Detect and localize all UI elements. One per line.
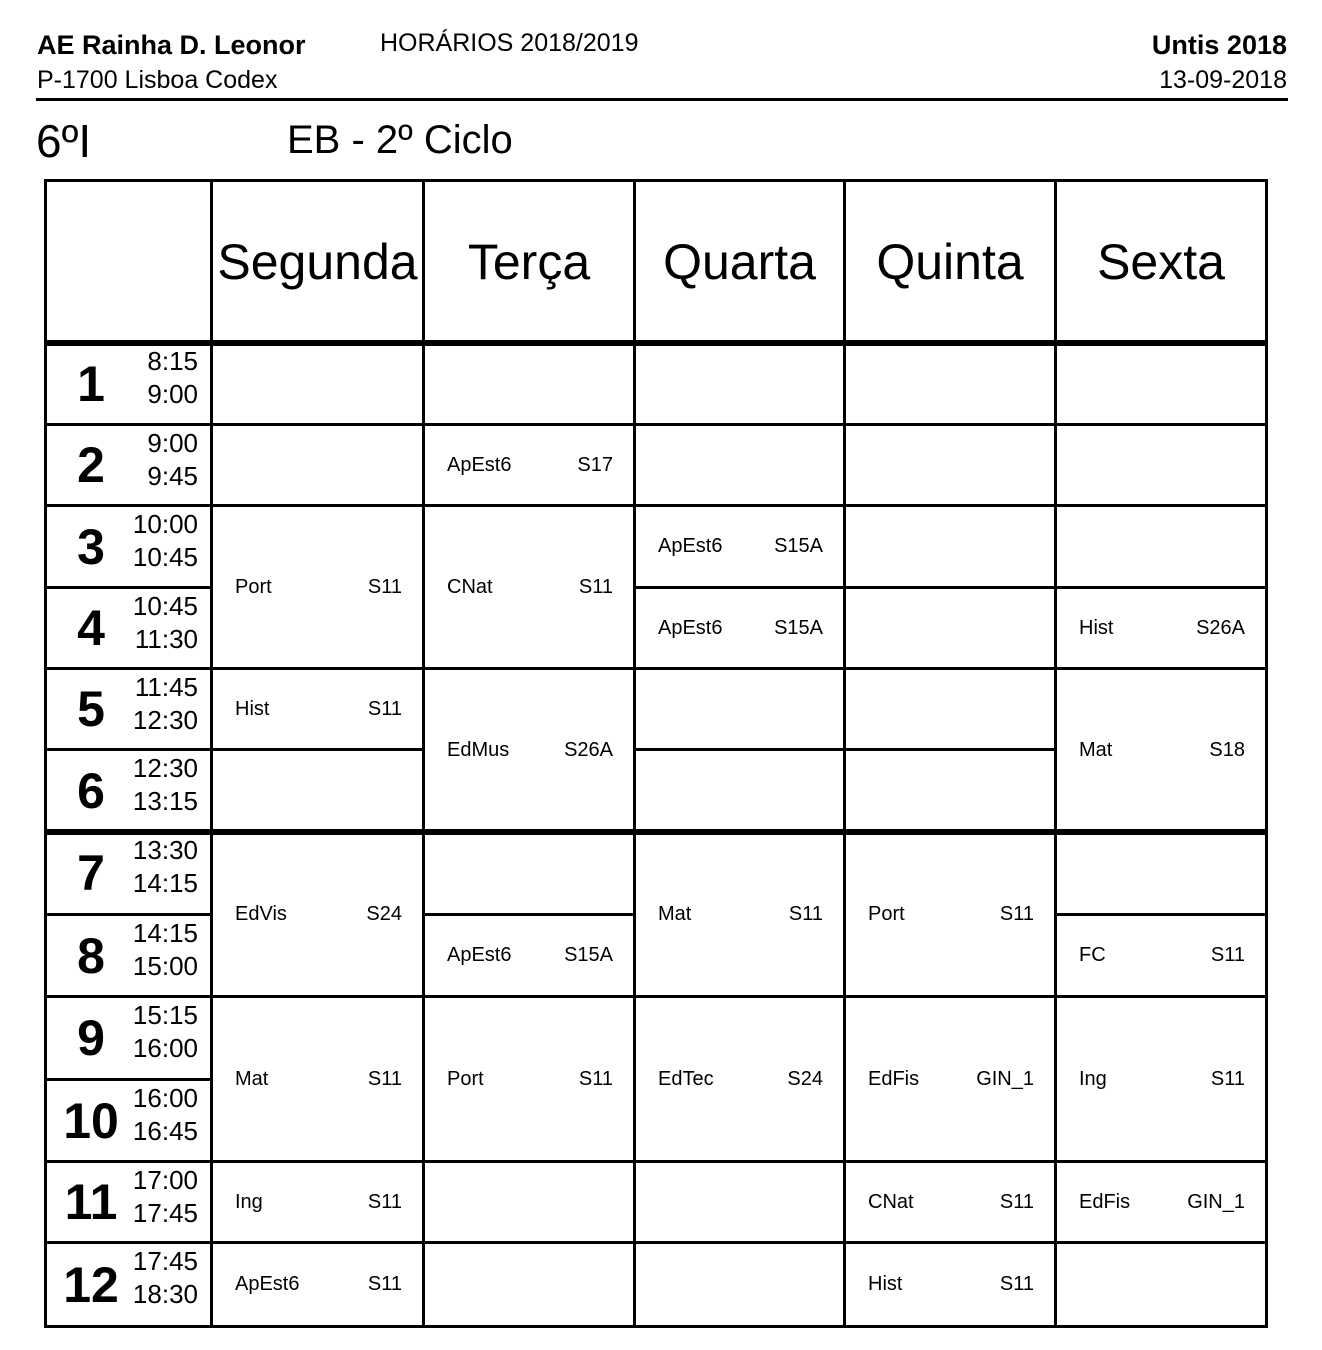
period-end-time: 9:00	[147, 379, 198, 409]
document-title: HORÁRIOS 2018/2019	[380, 29, 639, 57]
day-header-sexta	[1054, 179, 1268, 344]
lesson-room: S24	[366, 902, 402, 925]
period-number: 1	[77, 355, 105, 412]
lesson-room: S11	[788, 902, 823, 925]
lesson-room: S26A	[564, 738, 613, 761]
period-number: 6	[77, 762, 105, 819]
lesson-room: S11	[999, 902, 1034, 925]
period-end-time: 10:45	[132, 542, 198, 572]
period-number: 9	[77, 1010, 105, 1066]
lesson-room: S11	[367, 1067, 402, 1090]
period-number: 11	[64, 1174, 118, 1230]
period-row-header	[44, 586, 213, 670]
period-row-header	[44, 830, 213, 916]
lesson-subject: CNat	[447, 575, 493, 598]
lesson-cell[interactable]	[633, 504, 846, 589]
day-label: Terça	[467, 233, 591, 290]
empty-slot	[633, 341, 846, 426]
period-start-time: 13:30	[132, 835, 198, 865]
class-name: 6ºI	[36, 115, 92, 167]
lesson-subject: ApEst6	[447, 944, 512, 966]
lesson-subject: Ing	[235, 1190, 263, 1213]
lesson-subject: Ing	[1079, 1067, 1107, 1090]
lesson-subject: FC	[1079, 944, 1106, 966]
lesson-subject: EdMus	[447, 738, 510, 761]
lesson-cell[interactable]	[210, 504, 425, 670]
lesson-cell[interactable]	[843, 1241, 1057, 1328]
day-header-terça	[422, 179, 636, 344]
school-address: P-1700 Lisboa Codex	[37, 66, 278, 94]
lesson-subject: Port	[235, 575, 272, 598]
period-start-time: 11:45	[134, 672, 198, 702]
lesson-cell[interactable]	[210, 830, 425, 998]
lesson-cell[interactable]	[1054, 913, 1268, 998]
day-label: Sexta	[1097, 233, 1225, 290]
lesson-cell[interactable]	[210, 1241, 425, 1328]
lesson-room: S15A	[564, 944, 613, 966]
period-start-time: 16:00	[132, 1083, 198, 1113]
lesson-room: GIN_1	[1187, 1190, 1245, 1213]
period-end-time: 15:00	[132, 951, 198, 981]
empty-slot	[1054, 504, 1268, 589]
period-row-header	[44, 748, 213, 833]
period-start-time: 15:15	[132, 1000, 198, 1030]
period-number: 10	[63, 1092, 119, 1149]
period-number: 8	[77, 927, 105, 984]
lesson-room: S24	[787, 1067, 823, 1090]
lesson-subject: EdTec	[658, 1067, 714, 1090]
lesson-cell[interactable]	[1054, 995, 1268, 1163]
lesson-room: S17	[577, 453, 613, 476]
lesson-cell[interactable]	[633, 995, 846, 1163]
lesson-cell[interactable]	[633, 830, 846, 998]
lesson-room: S11	[367, 575, 402, 598]
period-start-time: 17:00	[132, 1165, 198, 1195]
lesson-subject: Mat	[235, 1067, 269, 1090]
lesson-subject: Port	[868, 902, 905, 925]
period-start-time: 14:15	[132, 918, 198, 948]
lesson-subject: EdFis	[1079, 1190, 1131, 1213]
period-row-header	[44, 1078, 213, 1163]
lesson-subject: ApEst6	[658, 535, 723, 557]
period-row-header	[44, 341, 213, 426]
period-start-time: 10:00	[132, 509, 198, 539]
day-header-segunda	[210, 179, 425, 344]
period-end-time: 16:00	[132, 1033, 198, 1063]
lesson-cell[interactable]	[210, 667, 425, 751]
empty-slot	[422, 1241, 636, 1328]
period-end-time: 11:30	[134, 624, 198, 654]
thick-divider	[44, 340, 1268, 346]
period-row-header	[44, 913, 213, 998]
print-date: 13-09-2018	[1159, 66, 1287, 94]
lesson-cell[interactable]	[422, 667, 636, 833]
period-end-time: 13:15	[132, 786, 198, 816]
lesson-subject: Port	[447, 1067, 484, 1090]
period-start-time: 10:45	[132, 591, 198, 621]
lesson-room: S11	[367, 697, 402, 720]
lesson-subject: CNat	[868, 1190, 914, 1213]
empty-slot	[633, 667, 846, 751]
empty-slot	[1054, 423, 1268, 507]
empty-slot	[422, 830, 636, 916]
empty-slot	[843, 504, 1057, 589]
lesson-subject: ApEst6	[658, 616, 723, 639]
lesson-subject: Hist	[235, 697, 270, 720]
lesson-cell[interactable]	[1054, 1160, 1268, 1244]
empty-slot	[210, 748, 425, 833]
period-number: 12	[63, 1256, 119, 1313]
lesson-subject: Hist	[868, 1273, 903, 1295]
lesson-room: S26A	[1196, 616, 1245, 639]
lesson-cell[interactable]	[843, 830, 1057, 998]
lesson-room: S11	[999, 1273, 1034, 1295]
period-start-time: 12:30	[132, 753, 198, 783]
thick-divider	[44, 829, 1268, 835]
period-row-header	[44, 504, 213, 589]
empty-slot	[633, 423, 846, 507]
period-number: 2	[77, 437, 105, 493]
lesson-cell[interactable]	[843, 995, 1057, 1163]
lesson-cell[interactable]	[210, 1160, 425, 1244]
department-name: EB - 2º Ciclo	[287, 118, 513, 162]
lesson-cell[interactable]	[1054, 667, 1268, 833]
period-number: 5	[77, 681, 105, 737]
school-name: AE Rainha D. Leonor	[37, 30, 306, 60]
software-name: Untis 2018	[1151, 30, 1287, 60]
day-header-quinta	[843, 179, 1057, 344]
period-row-header	[44, 667, 213, 751]
period-row-header	[44, 995, 213, 1081]
lesson-room: S11	[1210, 1067, 1245, 1090]
day-label: Segunda	[217, 233, 418, 290]
lesson-room: S11	[367, 1190, 402, 1213]
lesson-subject: ApEst6	[447, 453, 512, 476]
empty-slot	[210, 423, 425, 507]
period-end-time: 17:45	[132, 1198, 198, 1228]
lesson-subject: Hist	[1079, 616, 1114, 639]
period-end-time: 18:30	[132, 1279, 198, 1309]
day-label: Quarta	[663, 233, 816, 290]
empty-slot	[843, 423, 1057, 507]
lesson-subject: EdVis	[235, 902, 287, 925]
lesson-cell[interactable]	[210, 995, 425, 1163]
empty-slot	[843, 667, 1057, 751]
lesson-subject: Mat	[658, 902, 692, 925]
period-start-time: 8:15	[147, 346, 198, 376]
period-number: 4	[77, 600, 105, 656]
lesson-cell[interactable]	[843, 1160, 1057, 1244]
day-label: Quinta	[876, 233, 1024, 290]
lesson-cell[interactable]	[422, 995, 636, 1163]
period-row-header	[44, 1241, 213, 1328]
lesson-room: S11	[367, 1273, 402, 1295]
empty-slot	[1054, 341, 1268, 426]
period-row-header	[44, 423, 213, 507]
empty-slot	[633, 1241, 846, 1328]
lesson-room: S15A	[774, 535, 823, 557]
lesson-room: GIN_1	[976, 1067, 1034, 1090]
lesson-room: S18	[1209, 738, 1245, 761]
lesson-cell[interactable]	[422, 423, 636, 507]
empty-slot	[422, 341, 636, 426]
empty-slot	[422, 1160, 636, 1244]
period-start-time: 17:45	[132, 1246, 198, 1276]
period-number: 3	[77, 518, 105, 575]
empty-slot	[633, 1160, 846, 1244]
lesson-room: S15A	[774, 616, 823, 639]
lesson-room: S11	[999, 1190, 1034, 1213]
lesson-cell[interactable]	[422, 913, 636, 998]
period-end-time: 12:30	[132, 705, 198, 735]
lesson-cell[interactable]	[422, 504, 636, 670]
period-number: 7	[77, 845, 105, 901]
corner-cell	[44, 179, 213, 344]
lesson-room: S11	[1210, 944, 1245, 966]
day-header-quarta	[633, 179, 846, 344]
lesson-subject: ApEst6	[235, 1273, 300, 1295]
lesson-cell[interactable]	[633, 586, 846, 670]
lesson-subject: Mat	[1079, 738, 1113, 761]
period-start-time: 9:00	[147, 428, 198, 458]
lesson-room: S11	[578, 575, 613, 598]
empty-slot	[843, 341, 1057, 426]
period-end-time: 9:45	[147, 461, 198, 491]
period-row-header	[44, 1160, 213, 1244]
empty-slot	[1054, 1241, 1268, 1328]
empty-slot	[633, 748, 846, 833]
empty-slot	[210, 341, 425, 426]
period-end-time: 14:15	[132, 868, 198, 898]
empty-slot	[1054, 830, 1268, 916]
empty-slot	[843, 748, 1057, 833]
lesson-room: S11	[578, 1067, 613, 1090]
empty-slot	[843, 586, 1057, 670]
lesson-cell[interactable]	[1054, 586, 1268, 670]
period-end-time: 16:45	[132, 1116, 198, 1146]
lesson-subject: EdFis	[868, 1067, 920, 1090]
